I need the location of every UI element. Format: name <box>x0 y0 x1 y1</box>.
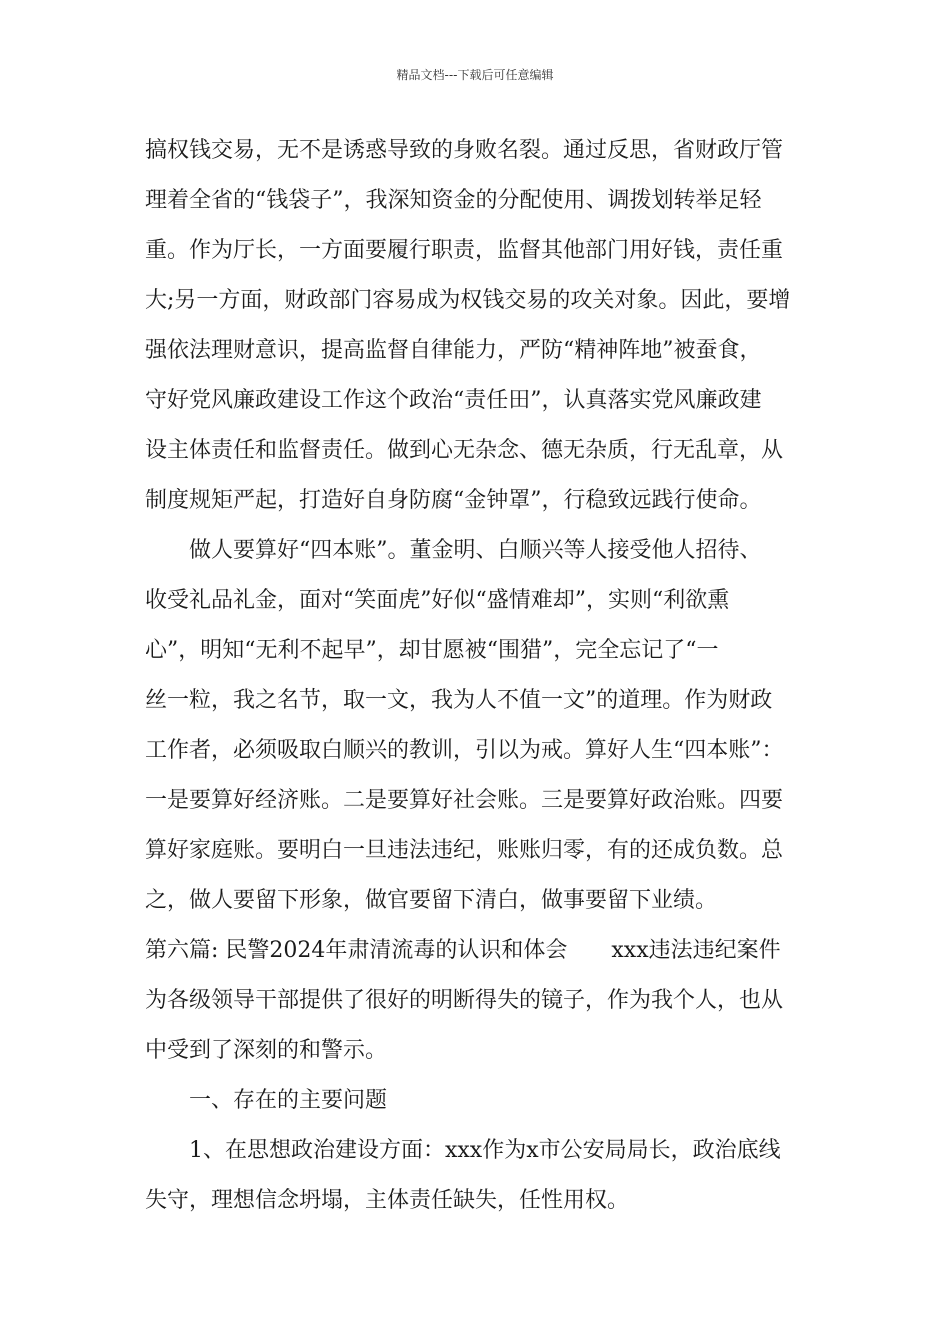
section-title-line: 第六篇: 民警2024年肃清流毒的认识和体会 xxx违法违纪案件 <box>145 938 781 963</box>
paragraph-start-line: 做人要算好“四本账”。董金明、白顺兴等人接受他人招待、 <box>189 538 762 563</box>
text-line: 搞权钱交易，无不是诱惑导致的身败名裂。通过反思，省财政厅管 <box>145 138 784 163</box>
text-line: 制度规矩严起，打造好自身防腐“金钟罩”，行稳致远践行使命。 <box>145 488 762 513</box>
text-line: 设主体责任和监督责任。做到心无杂念、德无杂质，行无乱章，从 <box>145 438 784 463</box>
paragraph-start-line: 1、在思想政治建设方面：xxx作为x市公安局局长，政治底线 <box>189 1138 781 1163</box>
page-header: 精品文档---下载后可任意编辑 <box>396 68 554 82</box>
text-line: 算好家庭账。要明白一旦违法违纪，账账归零，有的还成负数。总 <box>145 838 784 863</box>
text-line: 强依法理财意识，提高监督自律能力，严防“精神阵地”被蚕食， <box>145 338 762 363</box>
text-line: 为各级领导干部提供了很好的明断得失的镜子，作为我个人，也从 <box>145 988 784 1013</box>
text-line: 大;另一方面，财政部门容易成为权钱交易的攻关对象。因此，要增 <box>145 288 791 313</box>
text-line: 收受礼品礼金，面对“笑面虎”好似“盛情难却”，实则“利欲熏 <box>145 588 730 613</box>
text-line: 失守，理想信念坍塌，主体责任缺失，任性用权。 <box>145 1188 630 1213</box>
text-line: 之，做人要留下形象，做官要留下清白，做事要留下业绩。 <box>145 888 718 913</box>
text-line: 守好党风廉政建设工作这个政治“责任田”，认真落实党风廉政建 <box>145 388 762 413</box>
text-line: 心”，明知“无利不起早”，却甘愿被“围猎”，完全忘记了“一 <box>145 638 719 663</box>
text-line: 中受到了深刻的和警示。 <box>145 1038 388 1063</box>
subheading-line: 一、存在的主要问题 <box>189 1088 388 1113</box>
text-line: 一是要算好经济账。二是要算好社会账。三是要算好政治账。四要 <box>145 788 784 813</box>
text-line: 理着全省的“钱袋子”，我深知资金的分配使用、调拨划转举足轻 <box>145 188 762 213</box>
text-line: 丝一粒，我之名节，取一文，我为人不值一文”的道理。作为财政 <box>145 688 773 713</box>
document-body <box>145 126 810 1226</box>
text-line: 工作者，必须吸取白顺兴的教训，引以为戒。算好人生“四本账”： <box>145 738 784 763</box>
text-line: 重。作为厅长，一方面要履行职责，监督其他部门用好钱，责任重 <box>145 238 784 263</box>
